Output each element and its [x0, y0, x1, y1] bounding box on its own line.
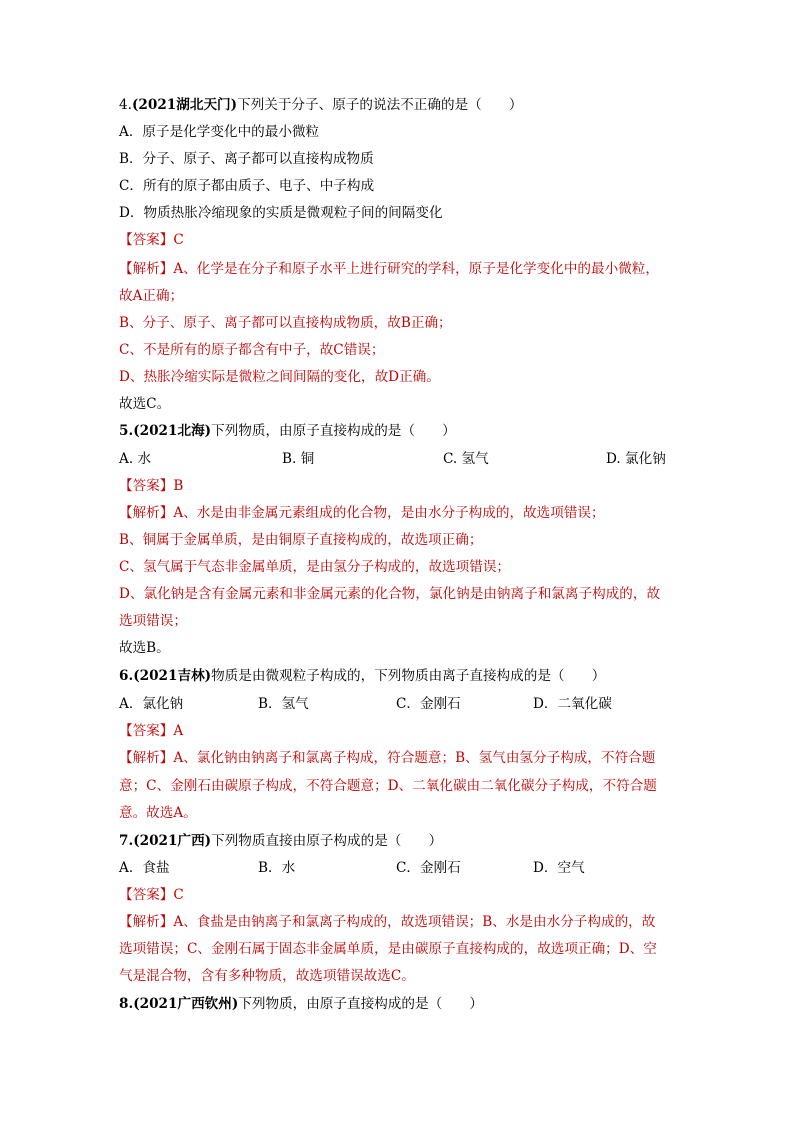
question-6-header — [119, 666, 679, 686]
analysis-line — [119, 912, 679, 932]
answer-line — [119, 476, 679, 496]
analysis-text: B、分子、原子、离子都可以直接构成物质，故B正确； — [119, 315, 452, 331]
question-stem: 下列关于分子、原子的说法不正确的是（ ） — [237, 97, 523, 113]
analysis-text: A、水是由非金属元素组成的化合物，是由水分子构成的，故选项错误； — [173, 505, 605, 521]
answer-value: B — [173, 478, 184, 494]
option-a: A. 水 — [119, 451, 152, 467]
option-d: D. 氯化钠 — [606, 451, 666, 467]
analysis-text: 意；C、金刚石由碳原子构成，不符合题意；D、二氧化碳由二氧化碳分子构成，不符合题 — [119, 778, 657, 794]
conclusion: 故选C。 — [119, 396, 171, 412]
analysis-text: 故A正确； — [119, 288, 184, 304]
analysis-text: 选项错误； — [119, 613, 187, 629]
analysis-line — [119, 259, 679, 279]
question-source: (2021广西钦州) — [133, 996, 239, 1012]
question-4-header — [119, 95, 679, 115]
option-b: B．氢气 — [258, 696, 309, 712]
question-number: 7. — [119, 833, 134, 849]
option-b: B．分子、原子、离子都可以直接构成物质 — [119, 151, 374, 167]
question-stem: 下列物质直接由原子构成的是（ ） — [211, 833, 443, 849]
option-d: D．二氧化碳 — [533, 696, 612, 712]
option-a: A．食盐 — [119, 860, 170, 876]
conclusion: 故选B。 — [119, 640, 170, 656]
option-c: C. 氢气 — [443, 451, 489, 467]
question-number: 4. — [119, 97, 132, 113]
question-stem: 下列物质，由原子直接构成的是（ ） — [211, 423, 456, 439]
analysis-text: 选项错误；C、金刚石属于固态非金属单质，是由碳原子直接构成的，故选项正确；D、空 — [119, 941, 657, 957]
analysis-text: A、化学是在分子和原子水平上进行研究的学科，原子是化学变化中的最小微粒， — [173, 261, 659, 277]
option-c: C．金刚石 — [396, 860, 461, 876]
answer-label: 【答案】 — [119, 887, 174, 903]
option-b: B. 铜 — [282, 451, 315, 467]
question-stem: 下列物质，由原子直接构成的是（ ） — [238, 996, 483, 1012]
analysis-line — [119, 503, 679, 523]
question-source: (2021湖北天门) — [131, 97, 238, 113]
answer-value: C — [173, 887, 184, 903]
answer-label: 【答案】 — [119, 478, 174, 494]
answer-line — [119, 721, 679, 741]
question-source: (2021广西) — [133, 833, 212, 849]
answer-value: A — [173, 723, 184, 739]
question-number: 5. — [119, 423, 134, 439]
analysis-text: B、铜属于金属单质，是由铜原子直接构成的，故选项正确； — [119, 532, 483, 548]
question-7-header — [119, 831, 679, 851]
option-a: A．原子是化学变化中的最小微粒 — [119, 124, 320, 140]
question-stem: 物质是由微观粒子构成的，下列物质由离子直接构成的是（ ） — [211, 668, 606, 684]
question-5-header — [119, 421, 679, 441]
question-source: (2021北海) — [133, 423, 212, 439]
answer-value: C — [173, 232, 184, 248]
analysis-label: 【解析】 — [119, 505, 174, 521]
analysis-text: 意。故选A。 — [119, 805, 197, 821]
analysis-label: 【解析】 — [119, 261, 174, 277]
analysis-text: D、氯化钠是含有金属元素和非金属元素的化合物，氯化钠是由钠离子和氯离子构成的，故 — [119, 586, 661, 602]
analysis-text: 气是混合物，含有多种物质，故选项错误故选C。 — [119, 968, 415, 984]
analysis-label: 【解析】 — [119, 914, 174, 930]
answer-line — [119, 885, 679, 905]
question-source: (2021吉林) — [133, 668, 212, 684]
option-a: A．氯化钠 — [119, 696, 184, 712]
question-8-header — [119, 994, 679, 1014]
analysis-label: 【解析】 — [119, 750, 174, 766]
answer-label: 【答案】 — [119, 723, 174, 739]
option-c: C．所有的原子都由质子、电子、中子构成 — [119, 178, 375, 194]
analysis-text: C、氢气属于气态非金属单质，是由氢分子构成的，故选项错误； — [119, 559, 511, 575]
option-c: C．金刚石 — [396, 696, 461, 712]
answer-label: 【答案】 — [119, 232, 174, 248]
option-d: D．空气 — [533, 860, 585, 876]
answer-line — [119, 230, 679, 250]
option-d: D．物质热胀冷缩现象的实质是微观粒子间的间隔变化 — [119, 205, 443, 221]
analysis-text: C、不是所有的原子都含有中子，故C错误； — [119, 342, 385, 358]
option-b: B．水 — [258, 860, 296, 876]
question-number: 8. — [119, 996, 134, 1012]
question-number: 6. — [119, 668, 134, 684]
analysis-text: D、热胀冷缩实际是微粒之间间隔的变化，故D正确。 — [119, 369, 440, 385]
analysis-text: A、食盐是由钠离子和氯离子构成的，故选项错误；B、水是由水分子构成的，故 — [173, 914, 656, 930]
analysis-line — [119, 748, 679, 768]
analysis-text: A、氯化钠由钠离子和氯离子构成，符合题意；B、氢气由氢分子构成，不符合题 — [173, 750, 656, 766]
